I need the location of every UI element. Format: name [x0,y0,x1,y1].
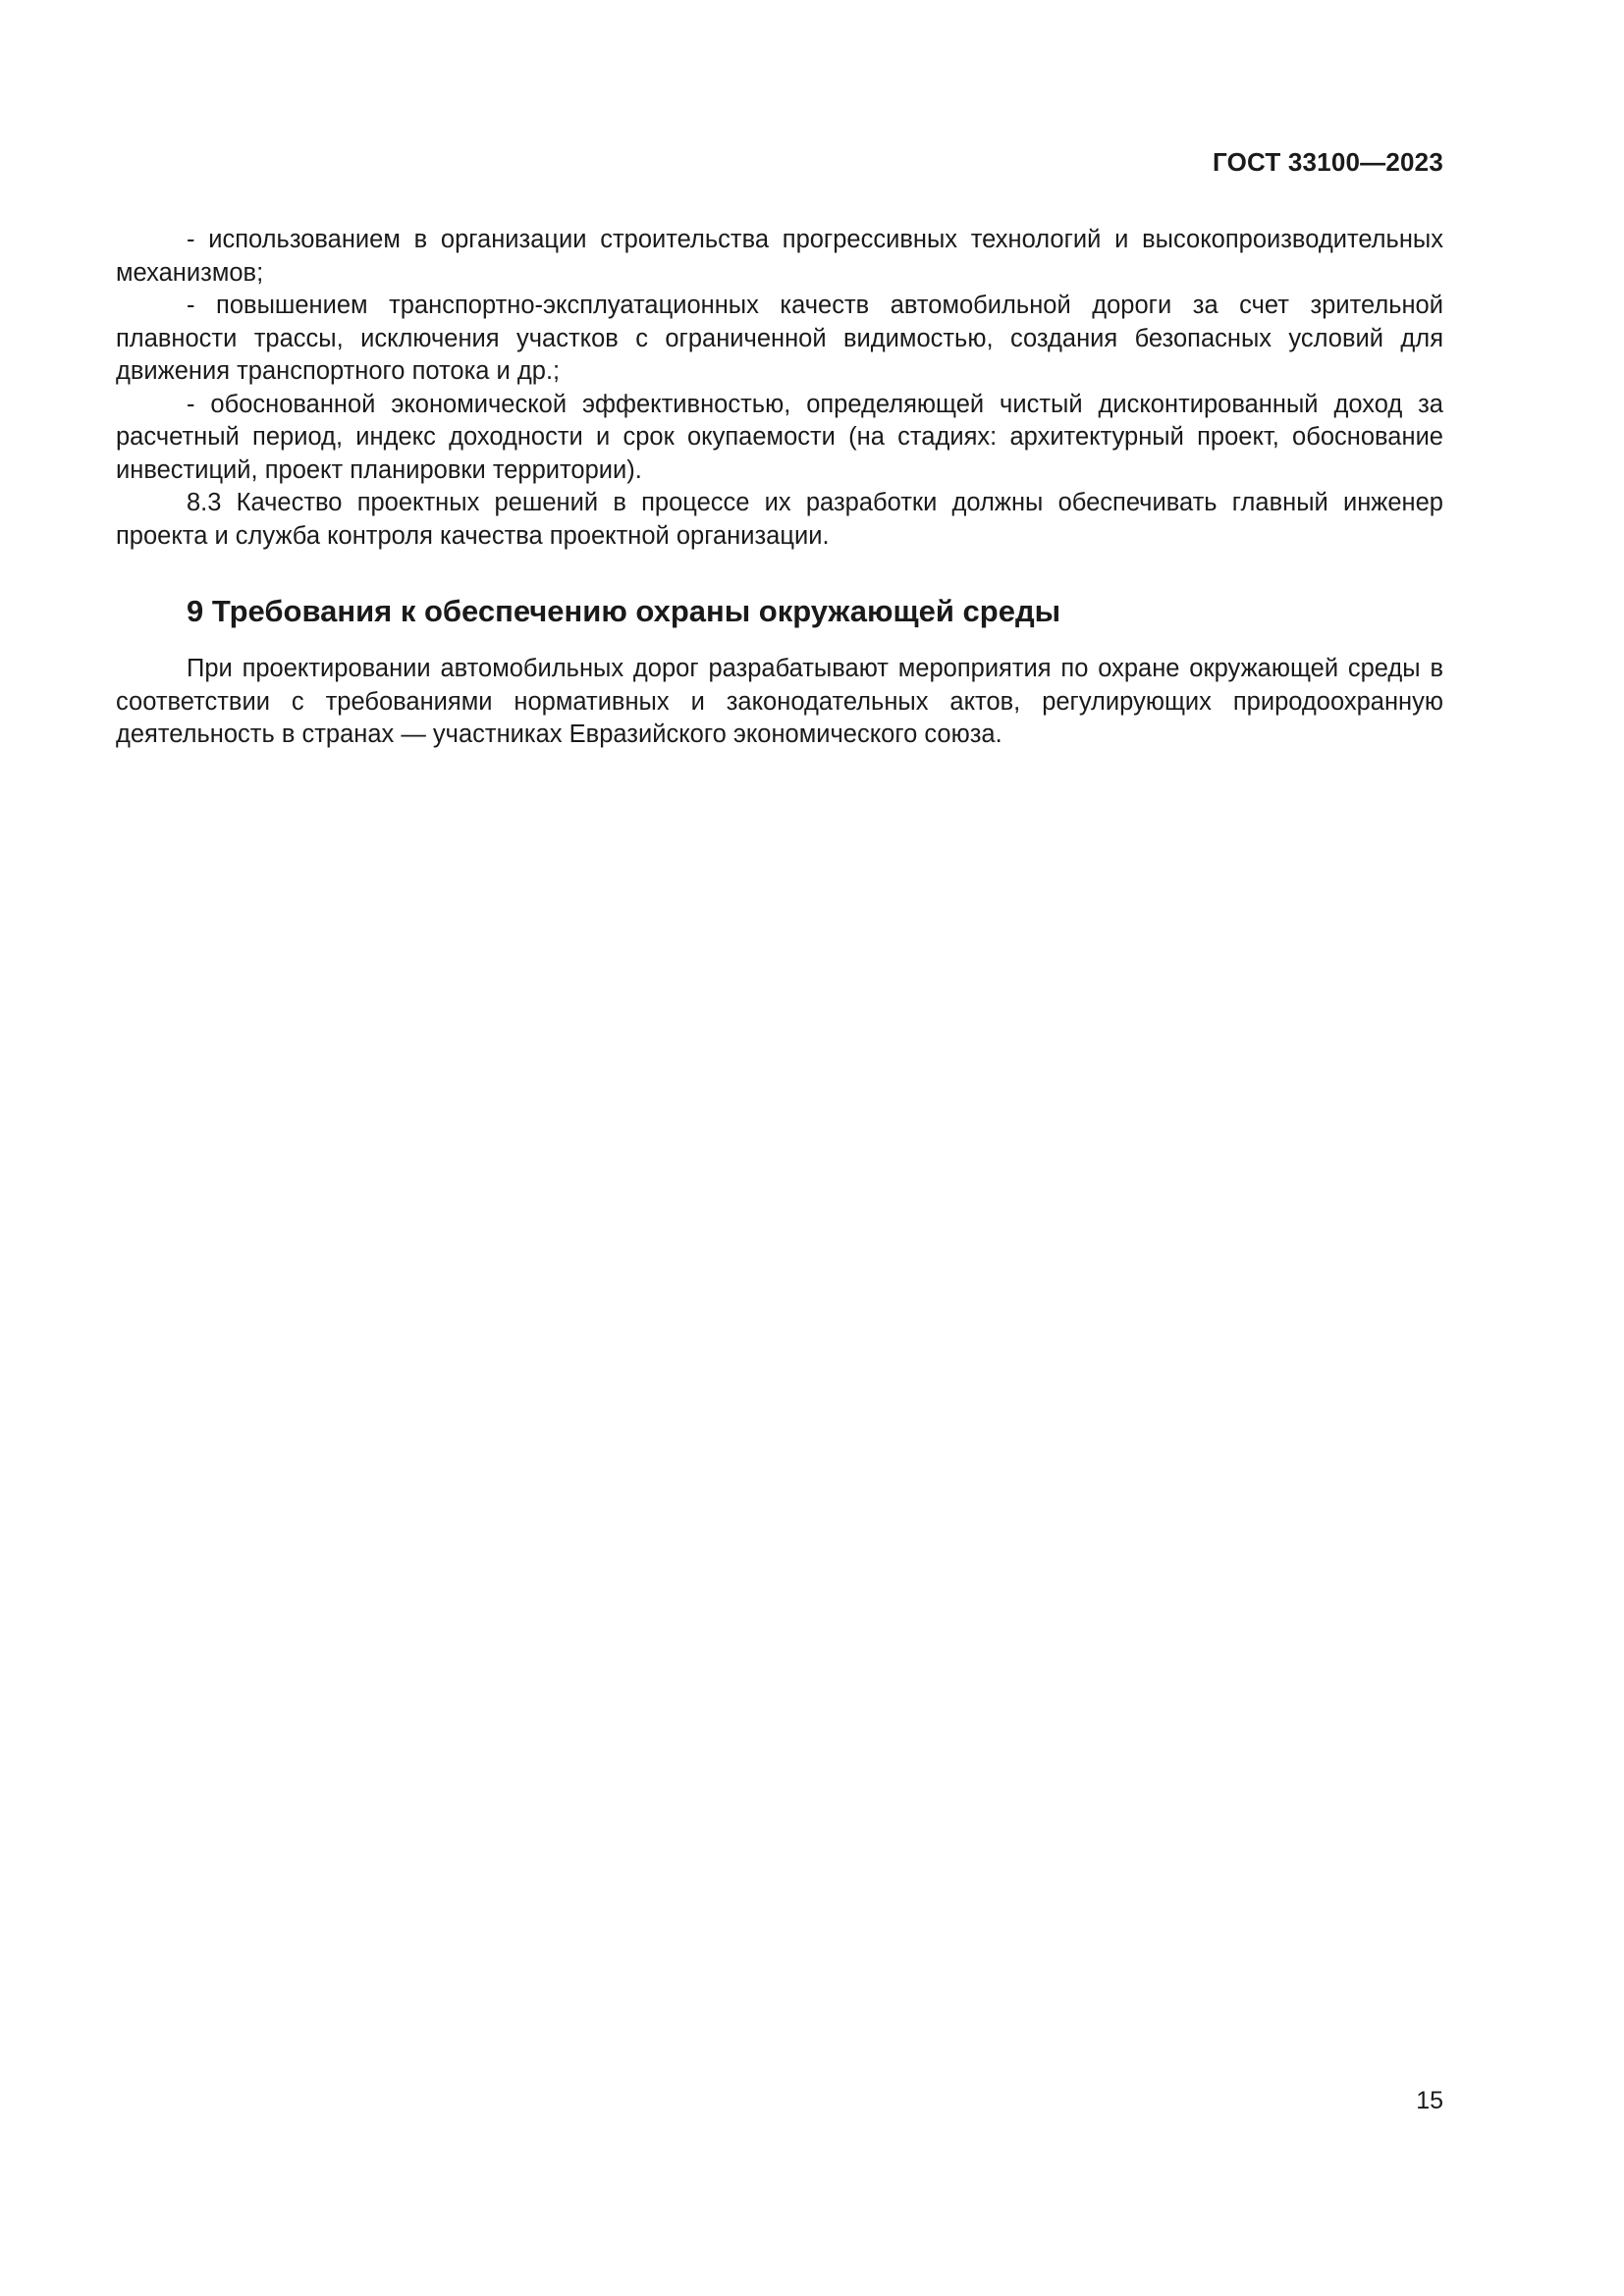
section-paragraph: При проектировании автомобильных дорог разрабатывают мероприятия по охране окружающей среды в соответствии с требованиями нормативных и законодательных актов, регулирующих природоохранную деятельность в странах — участниках Евразийского экономического союза. [116,655,1443,748]
page-number: 15 [1416,2087,1443,2114]
clause-8-3: 8.3 Качество проектных решений в процессе их разработки должны обеспечивать главный инженер проекта и служба контроля качества проектной организации. [116,489,1443,550]
list-item-transport-qualities: - повышением транспортно-эксплуатационных качеств автомобильной дороги за счет зрительной плавности трассы, исключения участков с ограниченной видимостью, создания безопасных условий для движения транспортного потока и др.; [116,292,1443,385]
section-heading: 9 Требования к обеспечению охраны окружающей среды [187,594,1061,628]
list-item-technologies: - использованием в организации строительства прогрессивных технологий и высокопроизводительных механизмов; [116,226,1443,287]
list-item-economic-efficiency: - обоснованной экономической эффективностью, определяющей чистый дисконтированный доход за расчетный период, индекс доходности и срок окупаемости (на стадиях: архитектурный проект, обоснование инвестиций, проект планировки территории). [116,390,1443,484]
document-code: ГОСТ 33100—2023 [1213,147,1443,177]
page-content [116,224,1443,752]
